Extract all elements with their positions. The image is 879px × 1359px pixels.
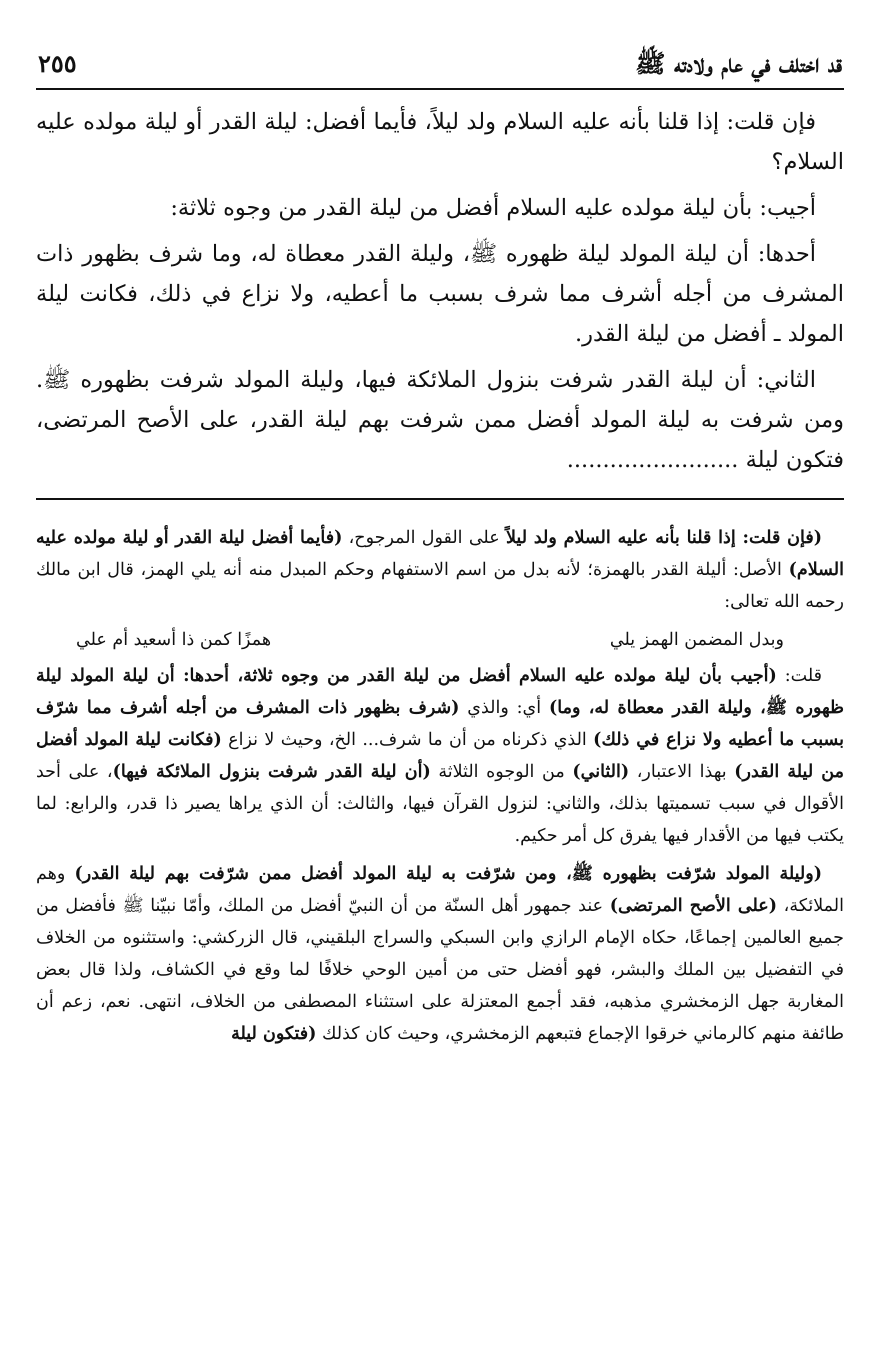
comment-text: بهذا الاعتبار، — [629, 762, 735, 782]
quoted-text: (فكانت ليلة المولد أفضل من ليلة القدر) — [36, 730, 844, 782]
commentary-text — [36, 522, 844, 1050]
verse-first-hemistich: وبدل المضمن الهمز يلي — [609, 630, 784, 650]
book-page — [36, 38, 844, 1328]
poetry-verse — [36, 624, 844, 656]
comment-text: من الوجوه الثلاثة — [430, 762, 573, 782]
comment-text: أي: والذي — [459, 698, 549, 718]
quoted-text: (وليلة المولد شرّفت بظهوره ﷺ، ومن شرّفت به ليلة المولد أفضل ممن شرّفت بهم ليلة القدر) — [74, 864, 822, 884]
verse-second-hemistich: همزًا كمن ذا أسعيد أم علي — [76, 630, 272, 650]
main-paragraph-4-text: الثاني: أن ليلة القدر شرفت بنزول الملائكة فيها، وليلة المولد شرفت بظهوره ﷺ. ومن شرفت به ليلة المولد أفضل ممن شرفت بهم ليلة القدر، على الأصح المرتضى، فتكون ليلة — [36, 367, 844, 473]
main-paragraph-1: فإن قلت: إذا قلنا بأنه عليه السلام ولد ليلاً، فأيما أفضل: ليلة القدر أو ليلة مولده عليه السلام؟ — [36, 109, 844, 175]
quoted-text: (أجيب بأن ليلة مولده عليه السلام أفضل من ليلة القدر من وجوه ثلاثة، أحدها: أن ليلة المولد ليلة ظهوره ﷺ، وليلة القدر معطاة له، وما) — [36, 666, 844, 718]
commentary-paragraph-3 — [36, 858, 844, 1050]
comment-text: وهم الملائكة، — [36, 864, 844, 916]
main-paragraph-2: أجيب: بأن ليلة مولده عليه السلام أفضل من ليلة القدر من وجوه ثلاثة: — [170, 195, 816, 221]
quoted-text: (على الأصح المرتضى) — [609, 896, 778, 916]
main-text — [36, 102, 844, 480]
commentary-separator — [36, 498, 844, 500]
continuation-dots: ........................ — [566, 447, 739, 473]
header-rule — [36, 88, 844, 90]
running-title: قد اختلف في عام ولادته ﷺ — [635, 49, 842, 78]
quoted-text: (أن ليلة القدر شرفت بنزول الملائكة فيها) — [112, 762, 431, 782]
comment-text: على القول المرجوح، — [342, 528, 506, 548]
main-paragraph-3: أحدها: أن ليلة المولد ليلة ظهوره ﷺ، وليلة القدر معطاة له، وما شرف بظهور ذات المشرف من أجله أشرف مما شرف بسبب ما أعطيه، ولا نزاع في ذلك، فكانت ليلة المولد ـ أفضل من ليلة القدر. — [36, 241, 844, 347]
main-paragraph-4 — [36, 360, 844, 480]
comment-text: قلت: — [776, 666, 822, 686]
comment-text: الذي ذكرناه من أن ما شرف... الخ، وحيث لا نزاع — [221, 730, 594, 750]
quoted-text: (شرف بظهور ذات المشرف من أجله أشرف مما شرّف بسبب ما أعطيه ولا نزاع في ذلك) — [36, 698, 844, 750]
comment-text: ، على أحد الأقوال في سبب تسميتها بذلك، والثاني: لنزول القرآن فيها، والثالث: أن الذي يراها يصير ذا قدر، والرابع: لما يكتب فيها من الأقدار فيها يفرق كل أمر حكيم. — [36, 762, 844, 846]
quoted-text: (فإن قلت: إذا قلنا بأنه عليه السلام ولد ليلاً — [505, 528, 822, 548]
comment-text: عند جمهور أهل السنّة من أن النبيّ أفضل من الملك، وأمّا نبيّنا ﷺ فأفضل من جميع العالمين إجماعًا، حكاه الإمام الرازي وابن السبكي والسراج البلقيني، قال الزركشي: واستثنوه من الخلاف في التفضيل بين الملك والبشر، فهو أفضل حتى من أمين الوحي خلافًا لما وقع في الكشاف، ولذا قال بعض المغاربة جهل الزمخشري مذهبه، فقد أجمع المعتزلة على استثناء المصطفى من الخلاف، انتهى. نعم، زعم أن طائفة منهم كالرماني خرقوا الإجماع فتبعهم الزمخشري، وحيث كان كذلك — [36, 896, 844, 1044]
comment-text: الأصل: أليلة القدر بالهمزة؛ لأنه بدل من اسم الاستفهام وحكم المبدل منه أنه يلي الهمز، قال ابن مالك رحمه الله تعالى: — [36, 560, 844, 612]
quoted-text: (فأيما أفضل ليلة القدر أو ليلة مولده عليه السلام) — [36, 528, 844, 580]
page-number: ٢٥٥ — [38, 49, 77, 78]
commentary-paragraph-2 — [36, 660, 844, 852]
commentary-paragraph-1 — [36, 522, 844, 618]
quoted-text: (الثاني) — [572, 762, 630, 782]
page-header — [36, 38, 844, 82]
quoted-text: (فتكون ليلة — [231, 1024, 317, 1044]
